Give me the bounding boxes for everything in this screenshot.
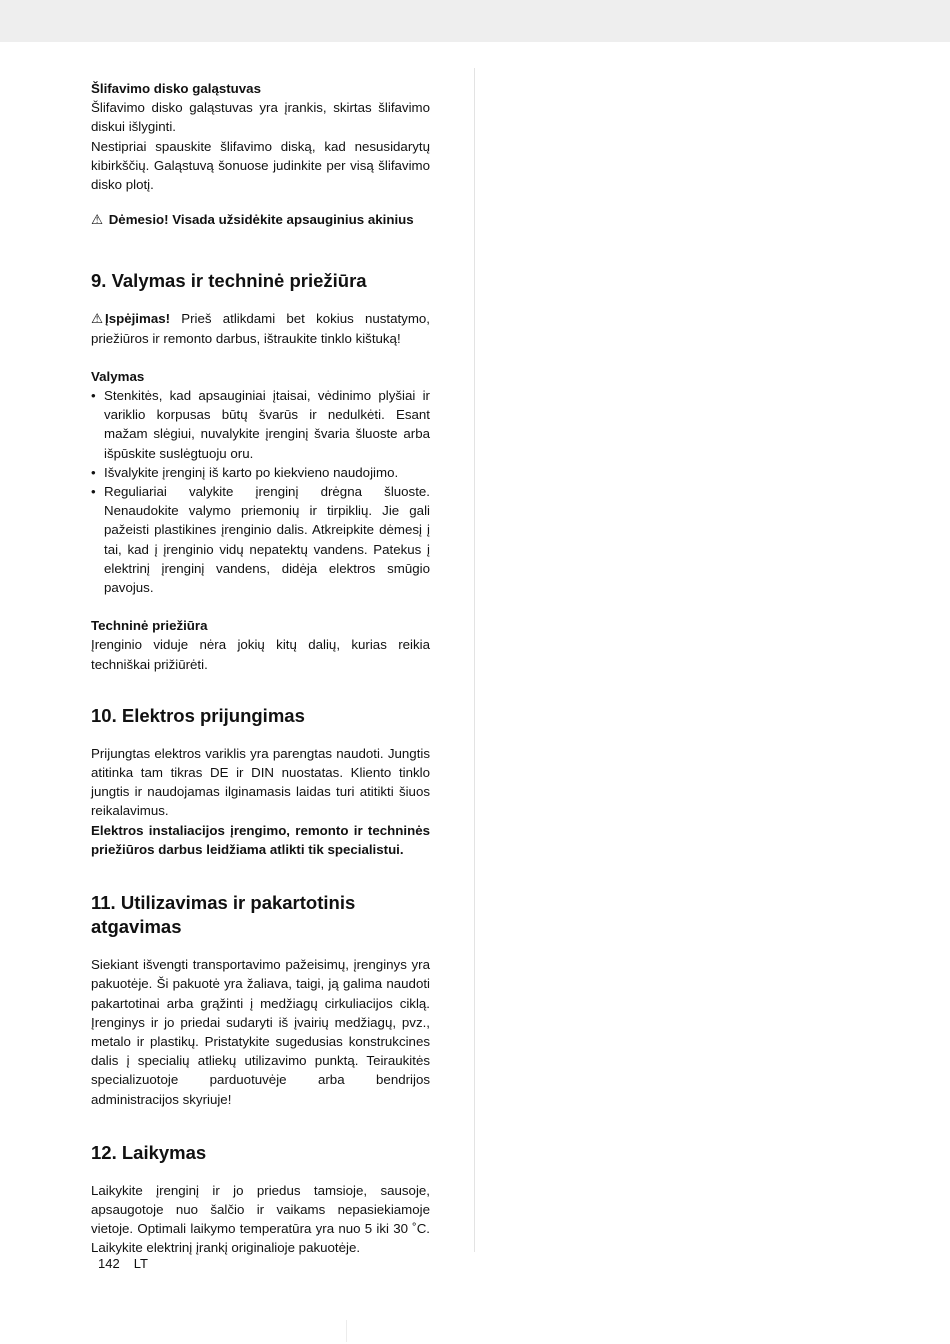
list-item: • Išvalykite įrenginį iš karto po kiekvieno naudojimo. [91, 463, 430, 482]
section12-title: 12. Laikymas [91, 1141, 207, 1163]
sharpener-line1: Šlifavimo disko galąstuvas yra įrankis, skirtas šlifavimo diskui išlyginti. [91, 100, 430, 135]
bottom-tick [346, 1320, 347, 1342]
cleaning-heading: Valymas [91, 368, 145, 384]
maintenance-text: Įrenginio viduje nėra jokių kitų dalių, kurias reikia techniškai prižiūrėti. [91, 637, 430, 672]
column-divider [474, 68, 475, 1252]
warning-triangle-icon: ⚠ [91, 212, 103, 228]
page-number: 142 [98, 1256, 120, 1271]
left-column [91, 79, 430, 1258]
language-code: LT [133, 1256, 148, 1271]
section12-text: Laikykite įrenginį ir jo priedus tamsioje, sausoje, apsaugotoje nuo šalčio ir vaikams nepasiekiamoje vietoje. Optimali laikymo temperatūra yra nuo 5 iki 30 ˚C. Laikykite elektrinį įrankį originalioje pakuotėje. [91, 1182, 430, 1256]
sharpener-warning [91, 210, 430, 229]
page-footer [98, 1256, 148, 1271]
list-item: • Reguliariai valykite įrenginį drėgna šluoste. Nenaudokite valymo priemonių ir tirpiklių. Jie gali pažeisti plastikines įrenginio dalis. Atkreipkite dėmesį į tai, kad į įrenginio vidų nepatektų vandens. Patekus į elektrinį įrenginį vandens, didėja elektros smūgio pavojus. [91, 482, 430, 597]
section10-text: Prijungtas elektros variklis yra parengtas naudoti. Jungtis atitinka tam tikras DE ir DIN nuostatas. Kliento tinklo jungtis ir naudojamas ilginamasis laidas turi atitikti šiuos reikalavimus. [91, 745, 430, 819]
section11-title: 11. Utilizavimas ir pakartotinis atgavimas [91, 892, 356, 938]
list-item: • Stenkitės, kad apsauginiai įtaisai, vėdinimo plyšiai ir variklio korpusas būtų švarūs ir nedulkėti. Esant mažam slėgiui, nuvalykite įrenginį švaria šluoste arba išpūskite suslėgtuoju oru. [91, 386, 430, 463]
maintenance-heading: Techninė priežiūra [91, 618, 208, 634]
warning-triangle-icon: ⚠ [91, 311, 103, 327]
sharpener-warning-text: Dėmesio! Visada užsidėkite apsauginius akinius [108, 212, 414, 228]
section9-warning-text: Prieš atlikdami bet kokius nustatymo, priežiūros ir remonto darbus, ištraukite tinklo kištuką! [91, 311, 430, 346]
section11-text: Siekiant išvengti transportavimo pažeisimų, įrenginys yra pakuotėje. Ši pakuotė yra žaliava, taigi, ją galima naudoti pakartotinai arba grąžinti į medžiagų cirkuliacijos ciklą. Įrenginys ir jo priedai sudaryti iš įvairių medžiagų, pvz., metalo ir plastikų. Pristatykite sugedusias konstrukcines dalis į specialių atliekų utilizavimo punktą. Teiraukitės specializuotoje parduotuvėje arba bendrijos administracijos skyriuje! [91, 957, 430, 1107]
sharpener-line2: Nestipriai spauskite šlifavimo diską, kad nesusidarytų kibirkščių. Galąstuvą šonuose judinkite per visą šlifavimo disko plotį. [91, 138, 430, 193]
section9-title: 9. Valymas ir techninė priežiūra [91, 270, 367, 292]
sharpener-heading: Šlifavimo disko galąstuvas [91, 81, 261, 96]
top-band [0, 0, 950, 42]
section9-warning-label: Įspėjimas! [105, 311, 171, 327]
section9-warning [91, 309, 430, 347]
section10-title: 10. Elektros prijungimas [91, 704, 305, 726]
section10-bold-text: Elektros instaliacijos įrengimo, remonto ir techninės priežiūros darbus leidžiama atlikti tik specialistui. [91, 822, 430, 857]
cleaning-list [91, 386, 430, 597]
